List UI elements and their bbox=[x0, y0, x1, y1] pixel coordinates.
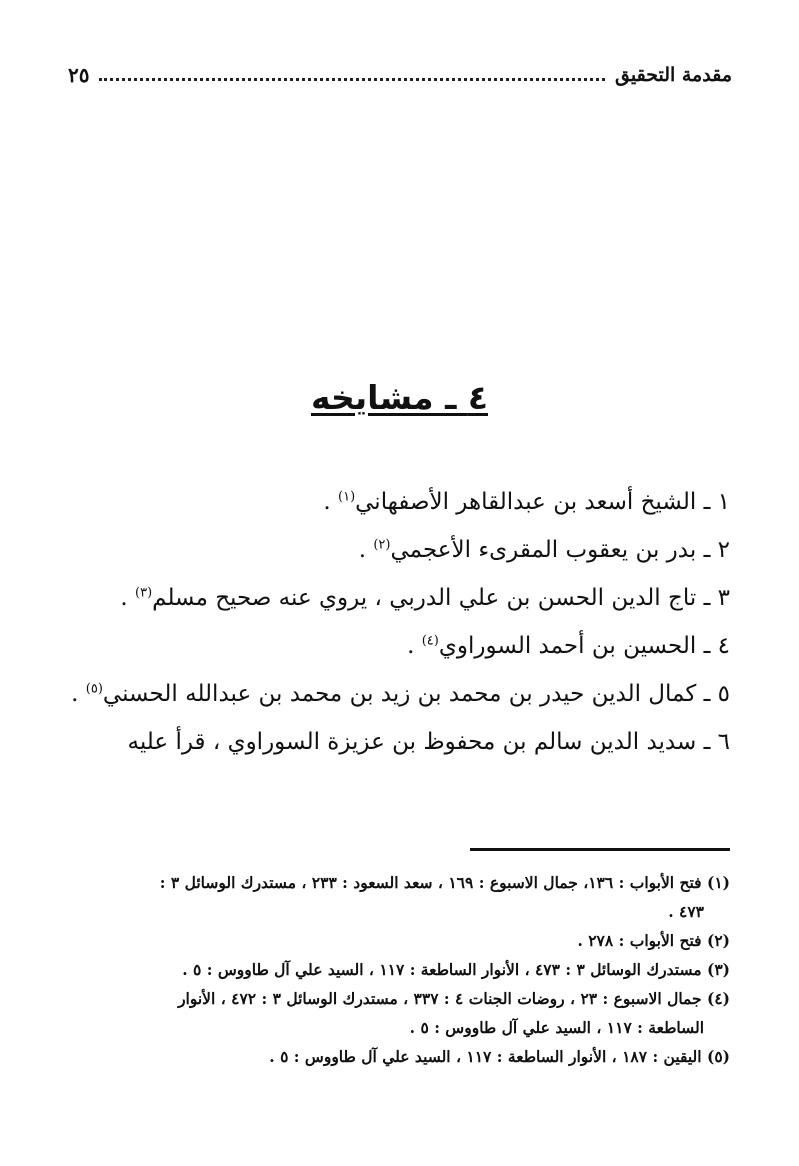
footnote-separator bbox=[470, 848, 730, 851]
list-item bbox=[64, 526, 730, 574]
footnote bbox=[64, 868, 730, 926]
list-item-tail: . bbox=[358, 537, 374, 563]
footnote-ref[interactable]: (٣) bbox=[135, 585, 153, 601]
list-item-tail: . bbox=[323, 489, 338, 515]
footnote bbox=[64, 955, 730, 984]
list-item-text: ٣ ـ تاج الدين الحسن بن علي الدربي ، يروي عنه صحيح مسلم bbox=[152, 585, 730, 611]
footnote-line: (١) فتح الأبواب : ١٣٦، جمال الاسبوع : ١٦٩ ، سعد السعود : ٢٣٣ ، مستدرك الوسائل ٣ : bbox=[159, 873, 730, 892]
list-item-text: ٢ ـ بدر بن يعقوب المقرىء الأعجمي bbox=[390, 537, 730, 563]
footnote-ref[interactable]: (٢) bbox=[373, 537, 391, 553]
footnote bbox=[64, 1042, 730, 1071]
list-item bbox=[64, 622, 730, 670]
footnote bbox=[64, 984, 730, 1042]
teachers-list bbox=[64, 478, 730, 766]
list-item-text: ٤ ـ الحسين بن أحمد السوراوي bbox=[438, 633, 730, 659]
list-item bbox=[64, 718, 730, 766]
footnote-line: الساطعة : ١١٧ ، السيد علي آل طاووس : ٥ . bbox=[409, 1018, 704, 1037]
list-item-tail: . bbox=[407, 633, 422, 659]
footnotes bbox=[64, 868, 730, 1071]
footnote-line: (٥) اليقين : ١٨٧ ، الأنوار الساطعة : ١١٧ ، السيد علي آل طاووس : ٥ . bbox=[269, 1047, 730, 1066]
page-number: ٢٥ bbox=[68, 63, 90, 87]
footnote-ref[interactable]: (٤) bbox=[421, 633, 439, 649]
section-title: ٤ ـ مشايخه bbox=[310, 378, 488, 417]
footnote-line: (٢) فتح الأبواب : ٢٧٨ . bbox=[577, 931, 730, 950]
footnote-ref[interactable]: (٥) bbox=[85, 681, 103, 697]
list-item-tail: . bbox=[71, 681, 86, 707]
footnote-line: (٤) جمال الاسبوع : ٢٣ ، روضات الجنات ٤ : ٣٣٧ ، مستدرك الوسائل ٣ : ٤٧٢ ، الأنوار bbox=[178, 989, 730, 1008]
list-item-text: ١ ـ الشيخ أسعد بن عبدالقاهر الأصفهاني bbox=[355, 489, 730, 515]
header-title: مقدمة التحقيق bbox=[615, 64, 732, 86]
footnote-line: (٣) مستدرك الوسائل ٣ : ٤٧٣ ، الأنوار الساطعة : ١١٧ ، السيد علي آل طاووس : ٥ . bbox=[182, 960, 730, 979]
footnote bbox=[64, 926, 730, 955]
list-item bbox=[64, 478, 730, 526]
list-item-tail: . bbox=[120, 585, 135, 611]
list-item bbox=[64, 670, 730, 718]
list-item bbox=[64, 574, 730, 622]
list-item-text: ٥ ـ كمال الدين حيدر بن محمد بن زيد بن محمد بن عبدالله الحسني bbox=[102, 681, 730, 707]
header-dot-leader bbox=[99, 78, 605, 81]
running-header bbox=[68, 58, 732, 92]
footnote-ref[interactable]: (١) bbox=[338, 489, 356, 505]
footnote-line: ٤٧٣ . bbox=[668, 902, 704, 921]
list-item-text: ٦ ـ سديد الدين سالم بن محفوظ بن عزيزة السوراوي ، قرأ عليه bbox=[127, 729, 730, 755]
